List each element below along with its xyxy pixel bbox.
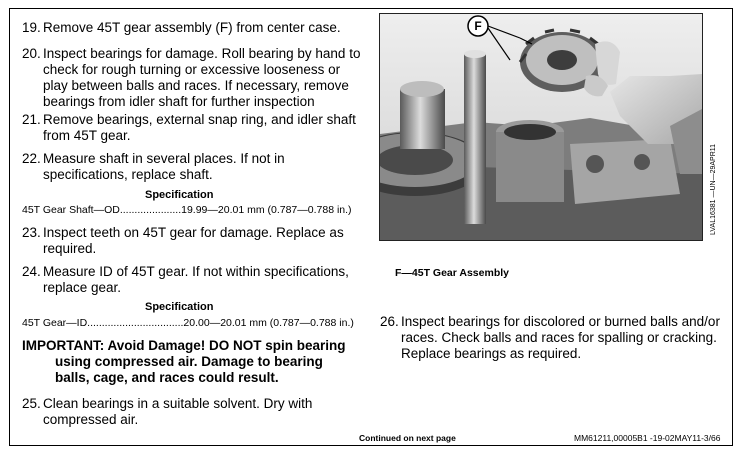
step-text: Measure shaft in several places. If not in specifications, replace shaft.: [43, 151, 285, 182]
step-number: 23.: [22, 225, 41, 240]
important-notice: [22, 338, 372, 386]
step-22: [22, 151, 367, 183]
important-line-3: balls, cage, and races could result.: [55, 370, 279, 385]
step-25: [22, 396, 362, 428]
continued-note: Continued on next page: [359, 433, 456, 443]
step-number: 21.: [22, 112, 41, 127]
step-text: Remove bearings, external snap ring, and idler shaft from 45T gear.: [43, 112, 356, 143]
spec-row-shaft-od: 45T Gear Shaft—OD.....................19.99—20.01 mm (0.787—0.788 in.): [22, 204, 352, 216]
figure-caption: F—45T Gear Assembly: [395, 267, 509, 279]
step-text: Inspect bearings for damage. Roll bearing by hand to check for rough turning or excessive looseness or play between balls and races. If necessary, remove bearings from idler shaft for further inspection: [43, 46, 361, 109]
step-number: 25.: [22, 396, 41, 411]
step-text: Inspect bearings for discolored or burned balls and/or races. Check balls and races for spalling or cracking. Replace bearings as required.: [401, 314, 720, 361]
step-23: [22, 225, 362, 257]
step-number: 22.: [22, 151, 41, 166]
figure-code: LVAL16381 —UN—29APR11: [710, 143, 717, 235]
step-24: [22, 264, 362, 296]
spec-row-gear-id: 45T Gear—ID.................................20.00—20.01 mm (0.787—0.788 in.): [22, 317, 354, 329]
step-number: 26.: [380, 314, 399, 329]
document-id: MM61211,00005B1 -19-02MAY11-3/66: [574, 433, 721, 443]
step-20: [22, 46, 362, 110]
spec-heading: Specification: [145, 301, 214, 313]
step-number: 19.: [22, 20, 41, 35]
step-text: Remove 45T gear assembly (F) from center case.: [43, 20, 341, 35]
step-21: [22, 112, 362, 144]
important-line-1: IMPORTANT: Avoid Damage! DO NOT spin bearing: [22, 338, 346, 353]
step-number: 20.: [22, 46, 41, 61]
step-text: Measure ID of 45T gear. If not within specifications, replace gear.: [43, 264, 349, 295]
step-text: Clean bearings in a suitable solvent. Dry with compressed air.: [43, 396, 313, 427]
important-line-2: using compressed air. Damage to bearing: [55, 354, 323, 369]
callout-label-f: F: [474, 19, 482, 33]
step-19: [22, 20, 362, 36]
step-26: [380, 314, 720, 362]
step-text: Inspect teeth on 45T gear for damage. Replace as required.: [43, 225, 344, 256]
spec-heading: Specification: [145, 189, 214, 201]
step-number: 24.: [22, 264, 41, 279]
